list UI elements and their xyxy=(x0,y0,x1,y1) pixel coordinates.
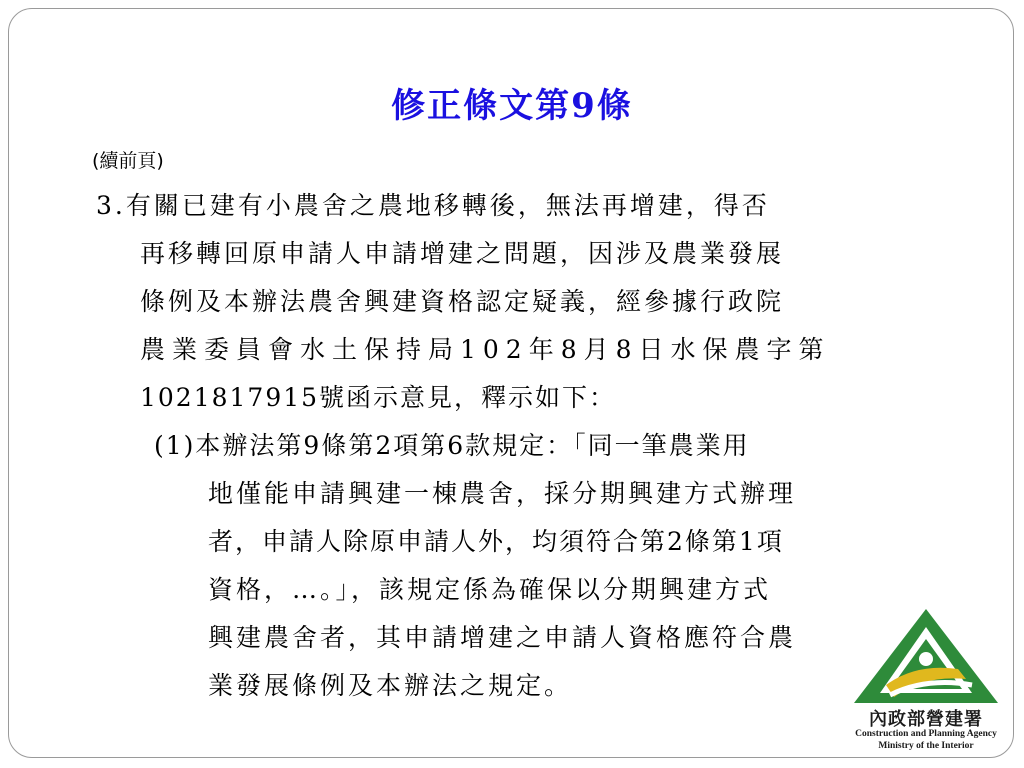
agency-logo xyxy=(846,605,1006,755)
slide-title: 修正條文第9條 xyxy=(391,86,633,126)
continued-note: (續前頁) xyxy=(92,150,164,172)
item-3-line: 農業委員會水土保持局102年8月8日水保農字第 xyxy=(140,335,831,364)
sub-item-1-line: 者，申請人除原申請人外，均須符合第2條第1項 xyxy=(208,527,784,556)
item-3-line: 1021817915號函示意見，釋示如下： xyxy=(140,383,617,412)
item-3-line: 3.有關已建有小農舍之農地移轉後，無法再增建，得否 xyxy=(96,191,770,220)
ministry-name-english: Ministry of the Interior xyxy=(878,741,974,751)
sub-item-1-paragraph xyxy=(154,422,938,710)
agency-name-chinese: 內政部營建署 xyxy=(869,709,983,730)
sub-item-1-line: 興建農舍者，其申請增建之申請人資格應符合農 xyxy=(208,623,797,652)
sub-item-1-line: (1)本辦法第9條第2項第6款規定：「同一筆農業用 xyxy=(154,431,750,460)
sub-item-1-line: 資格，…。」，該規定係為確保以分期興建方式 xyxy=(208,575,772,604)
item-3-line: 再移轉回原申請人申請增建之問題，因涉及農業發展 xyxy=(140,239,785,268)
sub-item-1-line: 地僅能申請興建一棟農舍，採分期興建方式辦理 xyxy=(208,479,797,508)
sub-item-1-line: 業發展條例及本辦法之規定。 xyxy=(208,671,573,700)
agency-emblem-icon xyxy=(846,605,1006,705)
item-3-paragraph xyxy=(96,182,938,422)
item-3-line: 條例及本辦法農舍興建資格認定疑義，經參據行政院 xyxy=(140,287,785,316)
agency-name-english: Construction and Planning Agency xyxy=(855,729,997,739)
